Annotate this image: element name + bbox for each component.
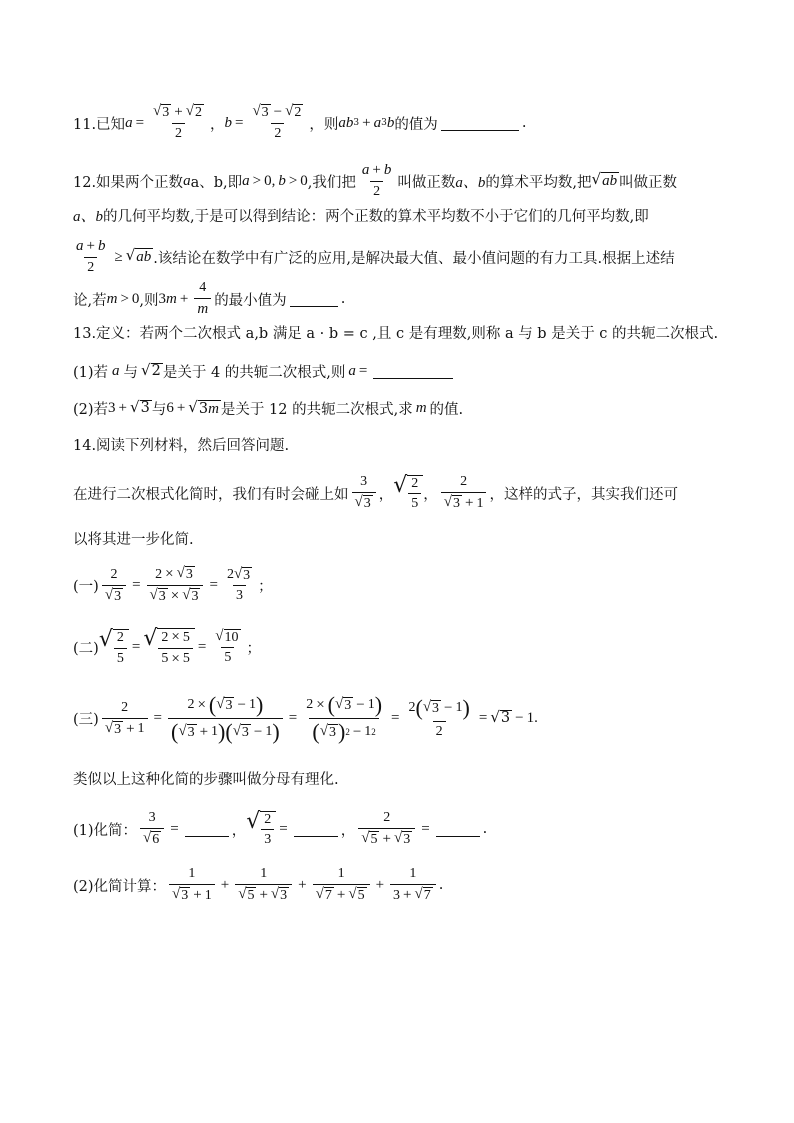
question-12-line-3: a + b 2 ≥ √ ab .该结论在数学中有广泛的应用,是解决最大值、最小值问题的有力工具.根据上述结 [76, 238, 675, 275]
example-1: (一) 2 √ 3 = 2 × √ 3 √ 3 × √ 3 = 2 √ 3 3 ； [73, 565, 273, 605]
question-11: 11.已知 a = √ 3 + √ 2 2 ， b = √ 3 − √ 2 2 ，则 ab 3 + a 3 b 的值为 . [73, 103, 527, 141]
q11-prefix: 11.已知 [73, 116, 126, 133]
q11-suffix: 的值为 [394, 116, 438, 133]
question-14-part-1: (1)化简： 3 √ 6 = ， √ $\frac{2}{3}$ = ， 2 √ 5 + √ 3 = . [73, 808, 488, 848]
q11-answer-blank[interactable] [441, 116, 519, 131]
q14-blank-1[interactable] [185, 822, 229, 837]
q14-blank-2[interactable] [294, 822, 338, 837]
question-14-intro-1: 在进行二次根式化简时，我们有时会碰上如 3 √ 3 ， √ $\frac{2}{5}$ ， 2 √ 3 + 1 ，这样的式子，其实我们还可 [73, 472, 678, 512]
q13-part1-answer-blank[interactable] [373, 364, 453, 379]
q11-sep2: ，则 [309, 116, 339, 133]
example-3: (三) 2 √ 3 + 1 = 2 × ( √ 3 − 1 ) ( √ 3 + 1 ) ( √ 3 − 1 ) = 2 × ( √ 3 − 1 ) ( √ 3 ) 2 − 1 2 = 2 ( √ 3 − 1 ) 2 = √ 3 − 1. [73, 692, 538, 744]
question-14-part-2: (2)化简计算： 1 √ 3 + 1 + 1 √ 5 + √ 3 + 1 √ 7 + √ 5 + 1 3 + √ 7 . [73, 866, 444, 904]
question-14-title: 14.阅读下列材料，然后回答问题. [73, 438, 290, 454]
q12-answer-blank[interactable] [290, 292, 338, 307]
question-12-line-1: 12.如果两个正数 a a、b,即 a > 0 , b > 0 ,我们把 a + b 2 叫做正数 a、b 的算术平均数,把 √ ab 叫做正数 [73, 162, 678, 199]
question-14-intro-2: 以将其进一步化简. [73, 532, 194, 548]
question-14-summary: 类似以上这种化简的步骤叫做分母有理化. [73, 772, 339, 788]
question-13-definition: 13.定义：若两个二次根式 a,b 满足 a · b = c ,且 c 是有理数,则称 a 与 b 是关于 c 的共轭二次根式. [73, 326, 719, 342]
example-2: (二) √ $\frac{2}{5}$ = √ 2 × 5 5 × 5 = √ 10 5 ； [73, 626, 262, 667]
question-12-line-4: 论,若 m > 0 ,则 3 m + $\frac{4}{m}$ 的最小值为 . [73, 280, 346, 317]
question-13-part-1: (1)若 a 与 √ 2 是关于 4 的共轭二次根式,则 a = [73, 361, 456, 382]
question-13-part-2: (2)若 3 + √ 3 与 6 + √ 3m 是关于 12 的共轭二次根式,求 m 的值. [73, 397, 464, 418]
question-12-line-2: a、b 的几何平均数,于是可以得到结论：两个正数的算术平均数不小于它们的几何平均数,即 [73, 209, 649, 225]
q11-sep1: ， [209, 116, 225, 133]
q14-blank-3[interactable] [436, 822, 480, 837]
